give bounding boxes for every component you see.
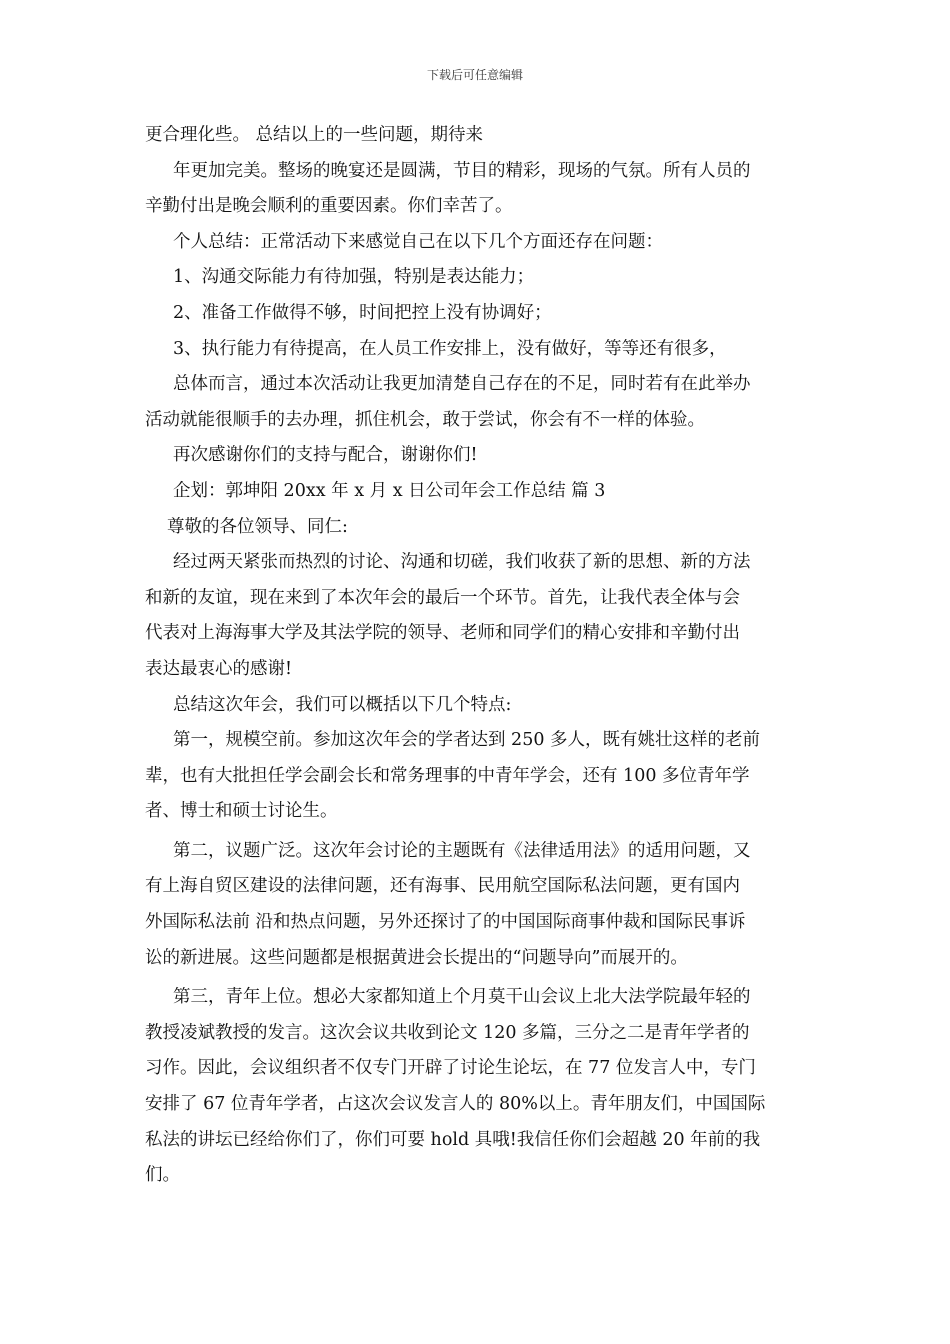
text-line: 安排了 67 位青年学者，占这次会议发言人的 80%以上。青年朋友们，中国国际: [145, 1094, 766, 1115]
text-line: 私法的讲坛已经给你们了，你们可要 hold 具哦!我信任你们会超越 20 年前的我: [145, 1129, 761, 1150]
list-item: 3、执行能力有待提高，在人员工作安排上，没有做好，等等还有很多，: [173, 338, 727, 359]
section-heading: 企划：郭坤阳 20xx 年 x 月 x 日公司年会工作总结 篇 3: [173, 480, 606, 501]
list-item: 1、沟通交际能力有待加强，特别是表达能力；: [173, 267, 535, 288]
text-line: 辛勤付出是晚会顺利的重要因素。你们幸苦了。: [145, 196, 513, 217]
page-header-note: 下载后可任意编辑: [426, 68, 523, 82]
text-line: 表达最衷心的感谢!: [145, 658, 293, 679]
text-line: 个人总结：正常活动下来感觉自己在以下几个方面还存在问题：: [173, 231, 663, 252]
text-line: 辈，也有大批担任学会副会长和常务理事的中青年学会，还有 100 多位青年学: [145, 765, 750, 786]
text-line: 者、博士和硕士讨论生。: [145, 801, 338, 822]
text-line: 再次感谢你们的支持与配合，谢谢你们!: [173, 445, 478, 466]
text-line: 第三，青年上位。想必大家都知道上个月莫干山会议上北大法学院最年轻的: [173, 987, 751, 1008]
text-line: 活动就能很顺手的去办理，抓住机会，敢于尝试，你会有不一样的体验。: [145, 409, 705, 430]
text-line: 第二，议题广泛。这次年会讨论的主题既有《法律适用法》的适用问题，又: [173, 840, 751, 861]
text-line: 更合理化些。 总结以上的一些问题，期待来: [145, 125, 484, 145]
text-line: 习作。因此，会议组织者不仅专门开辟了讨论生论坛，在 77 位发言人中，专门: [145, 1058, 756, 1079]
text-line: 年更加完美。整场的晚宴还是圆满，节目的精彩，现场的气氛。所有人员的: [173, 160, 751, 181]
text-line: 讼的新进展。这些问题都是根据黄进会长提出的“问题导向”而展开的。: [145, 947, 688, 968]
text-line: 教授凌斌教授的发言。这次会议共收到论文 120 多篇，三分之二是青年学者的: [145, 1022, 750, 1043]
salutation: 尊敬的各位领导、同仁:: [167, 516, 348, 537]
text-line: 有上海自贸区建设的法律问题，还有海事、民用航空国际私法问题，更有国内: [145, 876, 740, 897]
text-line: 代表对上海海事大学及其法学院的领导、老师和同学们的精心安排和辛勤付出: [145, 623, 740, 644]
text-line: 总体而言，通过本次活动让我更加清楚自己存在的不足，同时若有在此举办: [173, 374, 751, 395]
list-item: 2、准备工作做得不够，时间把控上没有协调好；: [173, 302, 552, 323]
text-line: 们。: [145, 1165, 180, 1186]
text-line: 经过两天紧张而热烈的讨论、沟通和切磋，我们收获了新的思想、新的方法: [173, 552, 751, 573]
text-line: 第一，规模空前。参加这次年会的学者达到 250 多人，既有姚壮这样的老前: [173, 730, 761, 751]
text-line: 总结这次年会，我们可以概括以下几个特点:: [173, 694, 512, 715]
document-body: [145, 118, 810, 1194]
text-line: 和新的友谊，现在来到了本次年会的最后一个环节。首先，让我代表全体与会: [145, 587, 740, 608]
text-line: 外国际私法前 沿和热点问题，另外还探讨了的中国国际商事仲裁和国际民事诉: [145, 912, 746, 933]
